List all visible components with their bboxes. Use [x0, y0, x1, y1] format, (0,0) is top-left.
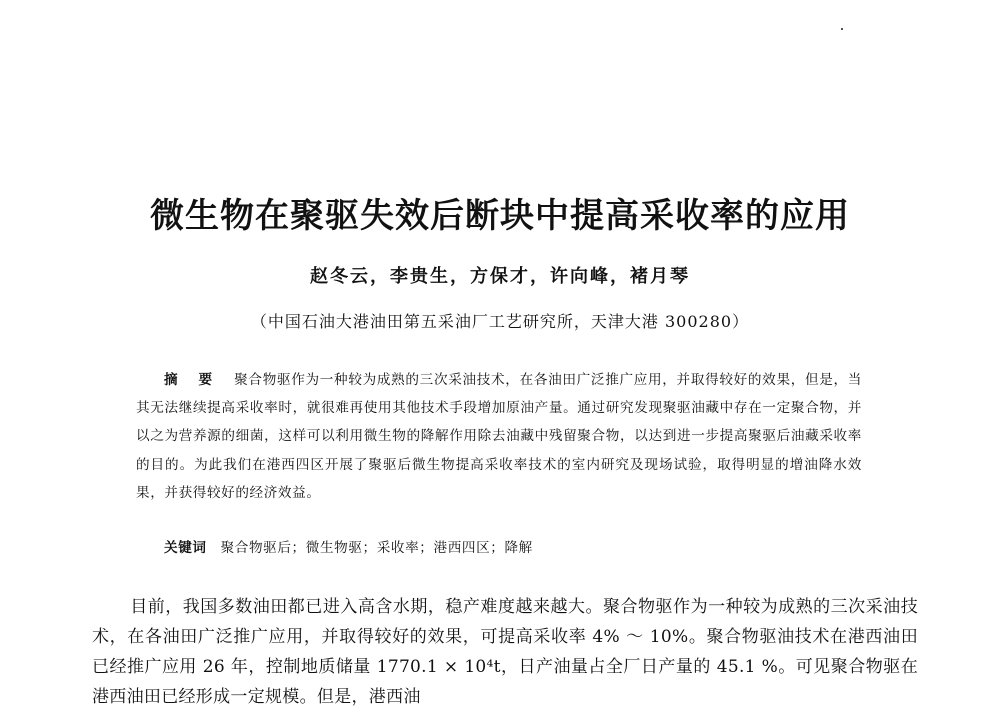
body-paragraph — [92, 592, 918, 712]
abstract-text: 聚合物驱作为一种较为成熟的三次采油技术，在各油田广泛推广应用，并取得较好的效果，但是，当其无法继续提高采收率时，就很难再使用其他技术手段增加原油产量。通过研究发现聚驱油藏中存在一定聚合物，并以之为营养源的细菌，这样可以利用微生物的降解作用除去油藏中残留聚合物，以达到进一步提高聚驱后油藏采收率的目的。为此我们在港西四区开展了聚驱后微生物提高采收率技术的室内研究及现场试验，取得明显的增油降水效果，并获得较好的经济效益。 — [136, 372, 862, 501]
keywords-text: 聚合物驱后；微生物驱；采收率；港西四区；降解 — [220, 540, 533, 556]
abstract — [136, 366, 862, 507]
body-text: 目前，我国多数油田都已进入高含水期，稳产难度越来越大。聚合物驱作为一种较为成熟的三次采油技术，在各油田广泛推广应用，并取得较好的效果，可提高采收率 4% ～ 10%。聚合物驱油技术在港西油田已经推广应用 26 年，控制地质储量 1770.1 × 10⁴t，日产油量占全厂日产量的 45.1 %。可见聚合物驱在港西油田已经形成一定规模。但是，港西油 — [92, 597, 918, 707]
author-list: 赵冬云，李贵生，方保才，许向峰，褚月琴 — [310, 266, 690, 287]
scan-mark — [841, 28, 843, 30]
keywords-label: 关键词 — [164, 540, 207, 556]
paper-title: 微生物在聚驱失效后断块中提高采收率的应用 — [150, 196, 850, 236]
keywords — [164, 536, 864, 556]
affiliation: （中国石油大港油田第五采油厂工艺研究所，天津大港 300280） — [250, 312, 750, 331]
abstract-label: 摘 要 — [164, 372, 221, 388]
